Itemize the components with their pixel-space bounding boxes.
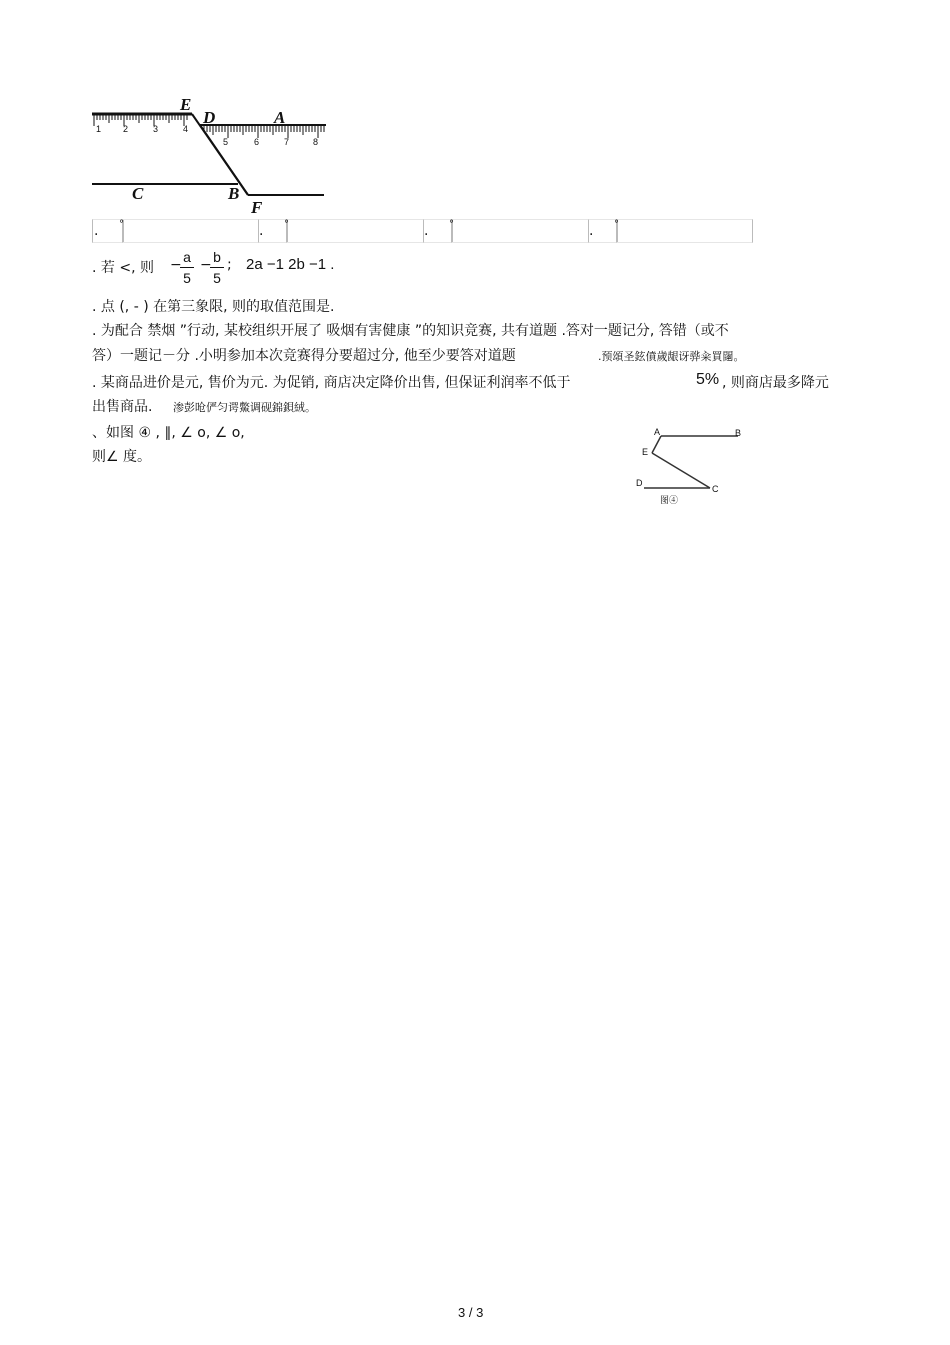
option-cell-1-body [122, 219, 259, 243]
q3-line-2-tail: .预頌圣鉉僨歲龈讶骅籴買闥。 [598, 350, 745, 363]
option-cell-3-body [451, 219, 589, 243]
q1-frac2-den: 5 [213, 270, 221, 286]
option-prefix: . [259, 223, 264, 239]
figure1-label-c: C [132, 184, 144, 203]
figure2-caption: 图④ [660, 495, 679, 505]
q4-line-2-tail: 渗彭呛俨匀谔鱉调砚錦鋇絨。 [173, 401, 316, 414]
figure2-label-e: E [642, 447, 649, 457]
q5-line-1: 、如图 ④ , ∥, ∠ o, ∠ o, [92, 425, 245, 441]
figure1-label-d: D [203, 108, 216, 127]
q1-frac2-num: b [213, 249, 221, 265]
option-mark: ° [614, 219, 619, 230]
q1-expression: 2a −1 2b −1 . [246, 256, 335, 273]
option-prefix: . [94, 223, 99, 239]
q4-percent: 5% [696, 371, 720, 388]
page-number: 3 / 3 [458, 1305, 484, 1320]
q5-line-2: 则∠ 度。 [92, 449, 152, 465]
figure1-label-e: E [180, 95, 192, 114]
ruler-number: 7 [284, 137, 290, 147]
ruler-number: 6 [254, 137, 260, 147]
figure2-label-b: B [735, 428, 742, 438]
q3-line-2: 答）一题记－分 .小明参加本次竞赛得分要超过分, 他至少要答对道题 [92, 348, 516, 364]
figure1-label-b: B [228, 184, 240, 203]
figure2-label-a: A [654, 427, 661, 437]
option-mark: ° [449, 219, 454, 230]
option-prefix: . [424, 223, 429, 239]
fraction-bar [180, 267, 194, 268]
ruler-number: 2 [123, 124, 129, 134]
q4-line-2: 出售商品. [92, 399, 153, 415]
q1-separator: ; [227, 257, 232, 273]
figure1-label-a: A [274, 108, 286, 127]
q1-fraction-b [210, 248, 224, 287]
ruler-number: 1 [96, 124, 102, 134]
figure2-label-d: D [636, 478, 643, 488]
q1-frac1-num: a [183, 249, 191, 265]
q4-line-1: . 某商品进价是元, 售价为元. 为促销, 商店决定降价出售, 但保证利润率不低于 [92, 375, 571, 391]
q1-fraction-a [180, 248, 194, 287]
ruler-number: 8 [313, 137, 319, 147]
q1-minus-1: − [170, 257, 182, 273]
ruler-number: 3 [153, 124, 159, 134]
figure2-label-c: C [712, 484, 719, 494]
q1-frac1-den: 5 [183, 270, 191, 286]
option-mark: ° [119, 219, 124, 230]
option-mark: ° [284, 219, 289, 230]
fraction-bar [210, 267, 224, 268]
q1-minus-2: − [200, 257, 212, 273]
ruler-number: 4 [183, 124, 189, 134]
q1-prefix: . 若 <, 则 [92, 260, 154, 276]
q4-line-1-tail: , 则商店最多降元 [722, 375, 829, 391]
figure1-label-f: F [251, 198, 263, 217]
option-prefix: . [589, 223, 594, 239]
option-cell-2-body [286, 219, 424, 243]
q2-text: . 点 (, - ) 在第三象限, 则的取值范围是. [92, 299, 335, 315]
q3-line-1: . 为配合 禁烟 ”行动, 某校组织开展了 吸烟有害健康 ”的知识竞赛, 共有道题 .答对一题记分, 答错（或不 [92, 323, 729, 339]
ruler-number: 5 [223, 137, 229, 147]
option-cell-4-body [616, 219, 753, 243]
